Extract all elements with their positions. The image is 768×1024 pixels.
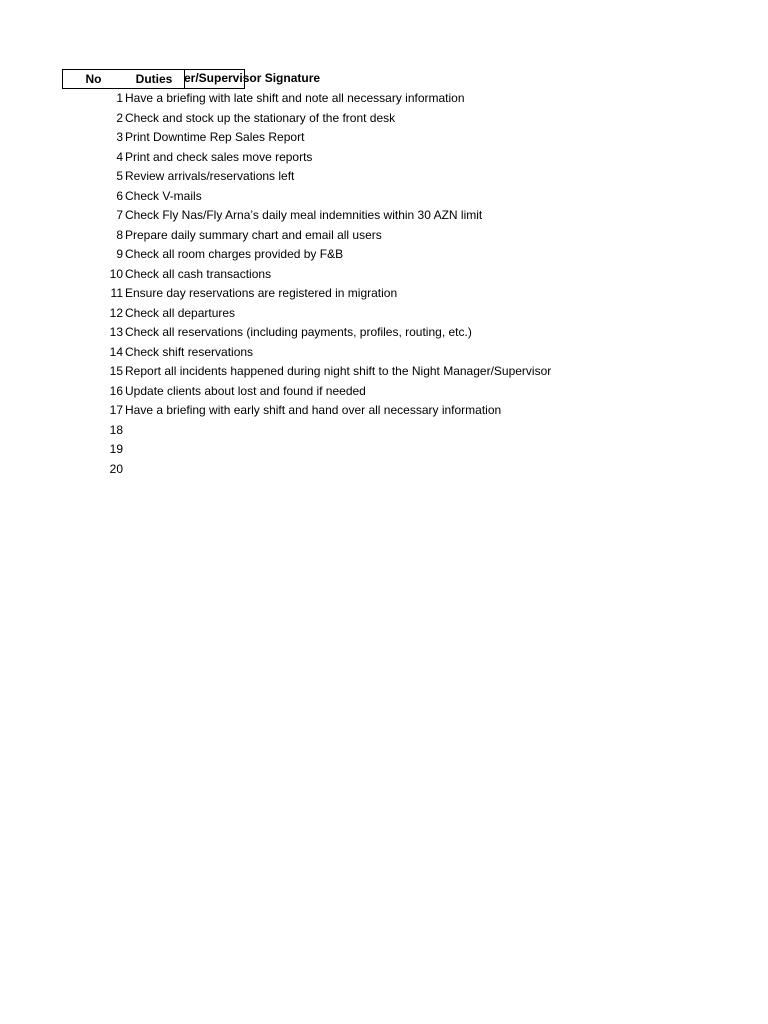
row-number: 10 xyxy=(109,266,123,281)
row-duty: Report all incidents happened during night shift to the Night Manager/Supervisor xyxy=(125,364,552,378)
table-row xyxy=(62,128,304,147)
row-number: 7 xyxy=(116,208,123,222)
header-no-label: No xyxy=(85,72,102,86)
row-duty: Check all room charges provided by F&B xyxy=(125,247,344,261)
row-number: 12 xyxy=(109,305,123,320)
row-duty: Have a briefing with early shift and hand over all necessary information xyxy=(125,403,502,417)
row-number: 13 xyxy=(109,325,123,339)
row-duty: Review arrivals/reservations left xyxy=(125,169,295,183)
table-row xyxy=(62,226,382,245)
table-row xyxy=(62,304,235,323)
row-duty: Check Fly Nas/Fly Arna’s daily meal indemnities within 30 AZN limit xyxy=(125,208,483,222)
table-row xyxy=(62,284,397,303)
header-no-cell xyxy=(62,69,125,89)
row-number: 5 xyxy=(116,169,123,183)
table-row xyxy=(62,382,366,401)
row-duty: Check all cash transactions xyxy=(125,266,272,281)
row-duty: Update clients about lost and found if needed xyxy=(125,383,366,398)
row-number: 14 xyxy=(109,344,123,359)
row-number: 4 xyxy=(116,149,123,164)
header-signature-label: er/Supervisor Signature xyxy=(184,71,321,85)
row-duty: Check all reservations (including payments, profiles, routing, etc.) xyxy=(125,325,472,339)
row-duty: Print and check sales move reports xyxy=(125,149,313,164)
row-number: 11 xyxy=(110,286,123,300)
table-row xyxy=(62,362,551,381)
row-duty: Check shift reservations xyxy=(125,344,254,359)
row-duty: Check and stock up the stationary of the front desk xyxy=(125,110,396,125)
row-duty: Check V-mails xyxy=(125,188,202,203)
header-signature-cell xyxy=(184,69,320,89)
table-row xyxy=(62,265,271,284)
table-row xyxy=(62,440,125,459)
header-duties-label: Duties xyxy=(135,72,173,86)
header-duties-cell xyxy=(124,69,185,89)
row-number: 20 xyxy=(109,461,123,476)
row-number: 6 xyxy=(116,188,123,203)
table-row xyxy=(62,245,343,264)
table-row xyxy=(62,187,202,206)
row-duty: Prepare daily summary chart and email all users xyxy=(125,227,382,242)
row-number: 15 xyxy=(109,364,123,378)
row-number: 3 xyxy=(116,130,123,144)
row-number: 8 xyxy=(116,227,123,242)
row-number: 18 xyxy=(109,422,123,437)
row-number: 9 xyxy=(116,247,123,261)
row-duty: Have a briefing with late shift and note all necessary information xyxy=(125,91,465,105)
table-row xyxy=(62,167,294,186)
table-row xyxy=(62,421,125,440)
table-row xyxy=(62,460,125,479)
row-duty: Print Downtime Rep Sales Report xyxy=(125,130,305,144)
row-duty: Ensure day reservations are registered in migration xyxy=(125,286,398,300)
row-number: 2 xyxy=(116,110,123,125)
table-row xyxy=(62,148,312,167)
row-number: 1 xyxy=(116,91,123,105)
table-row xyxy=(62,343,253,362)
row-number: 16 xyxy=(109,383,123,398)
table-row xyxy=(62,206,482,225)
table-row xyxy=(62,109,395,128)
table-row xyxy=(62,323,472,342)
row-duty: Check all departures xyxy=(125,305,236,320)
table-row xyxy=(62,401,501,420)
table-row xyxy=(62,89,465,108)
row-number: 17 xyxy=(109,403,123,417)
row-number: 19 xyxy=(109,442,123,456)
